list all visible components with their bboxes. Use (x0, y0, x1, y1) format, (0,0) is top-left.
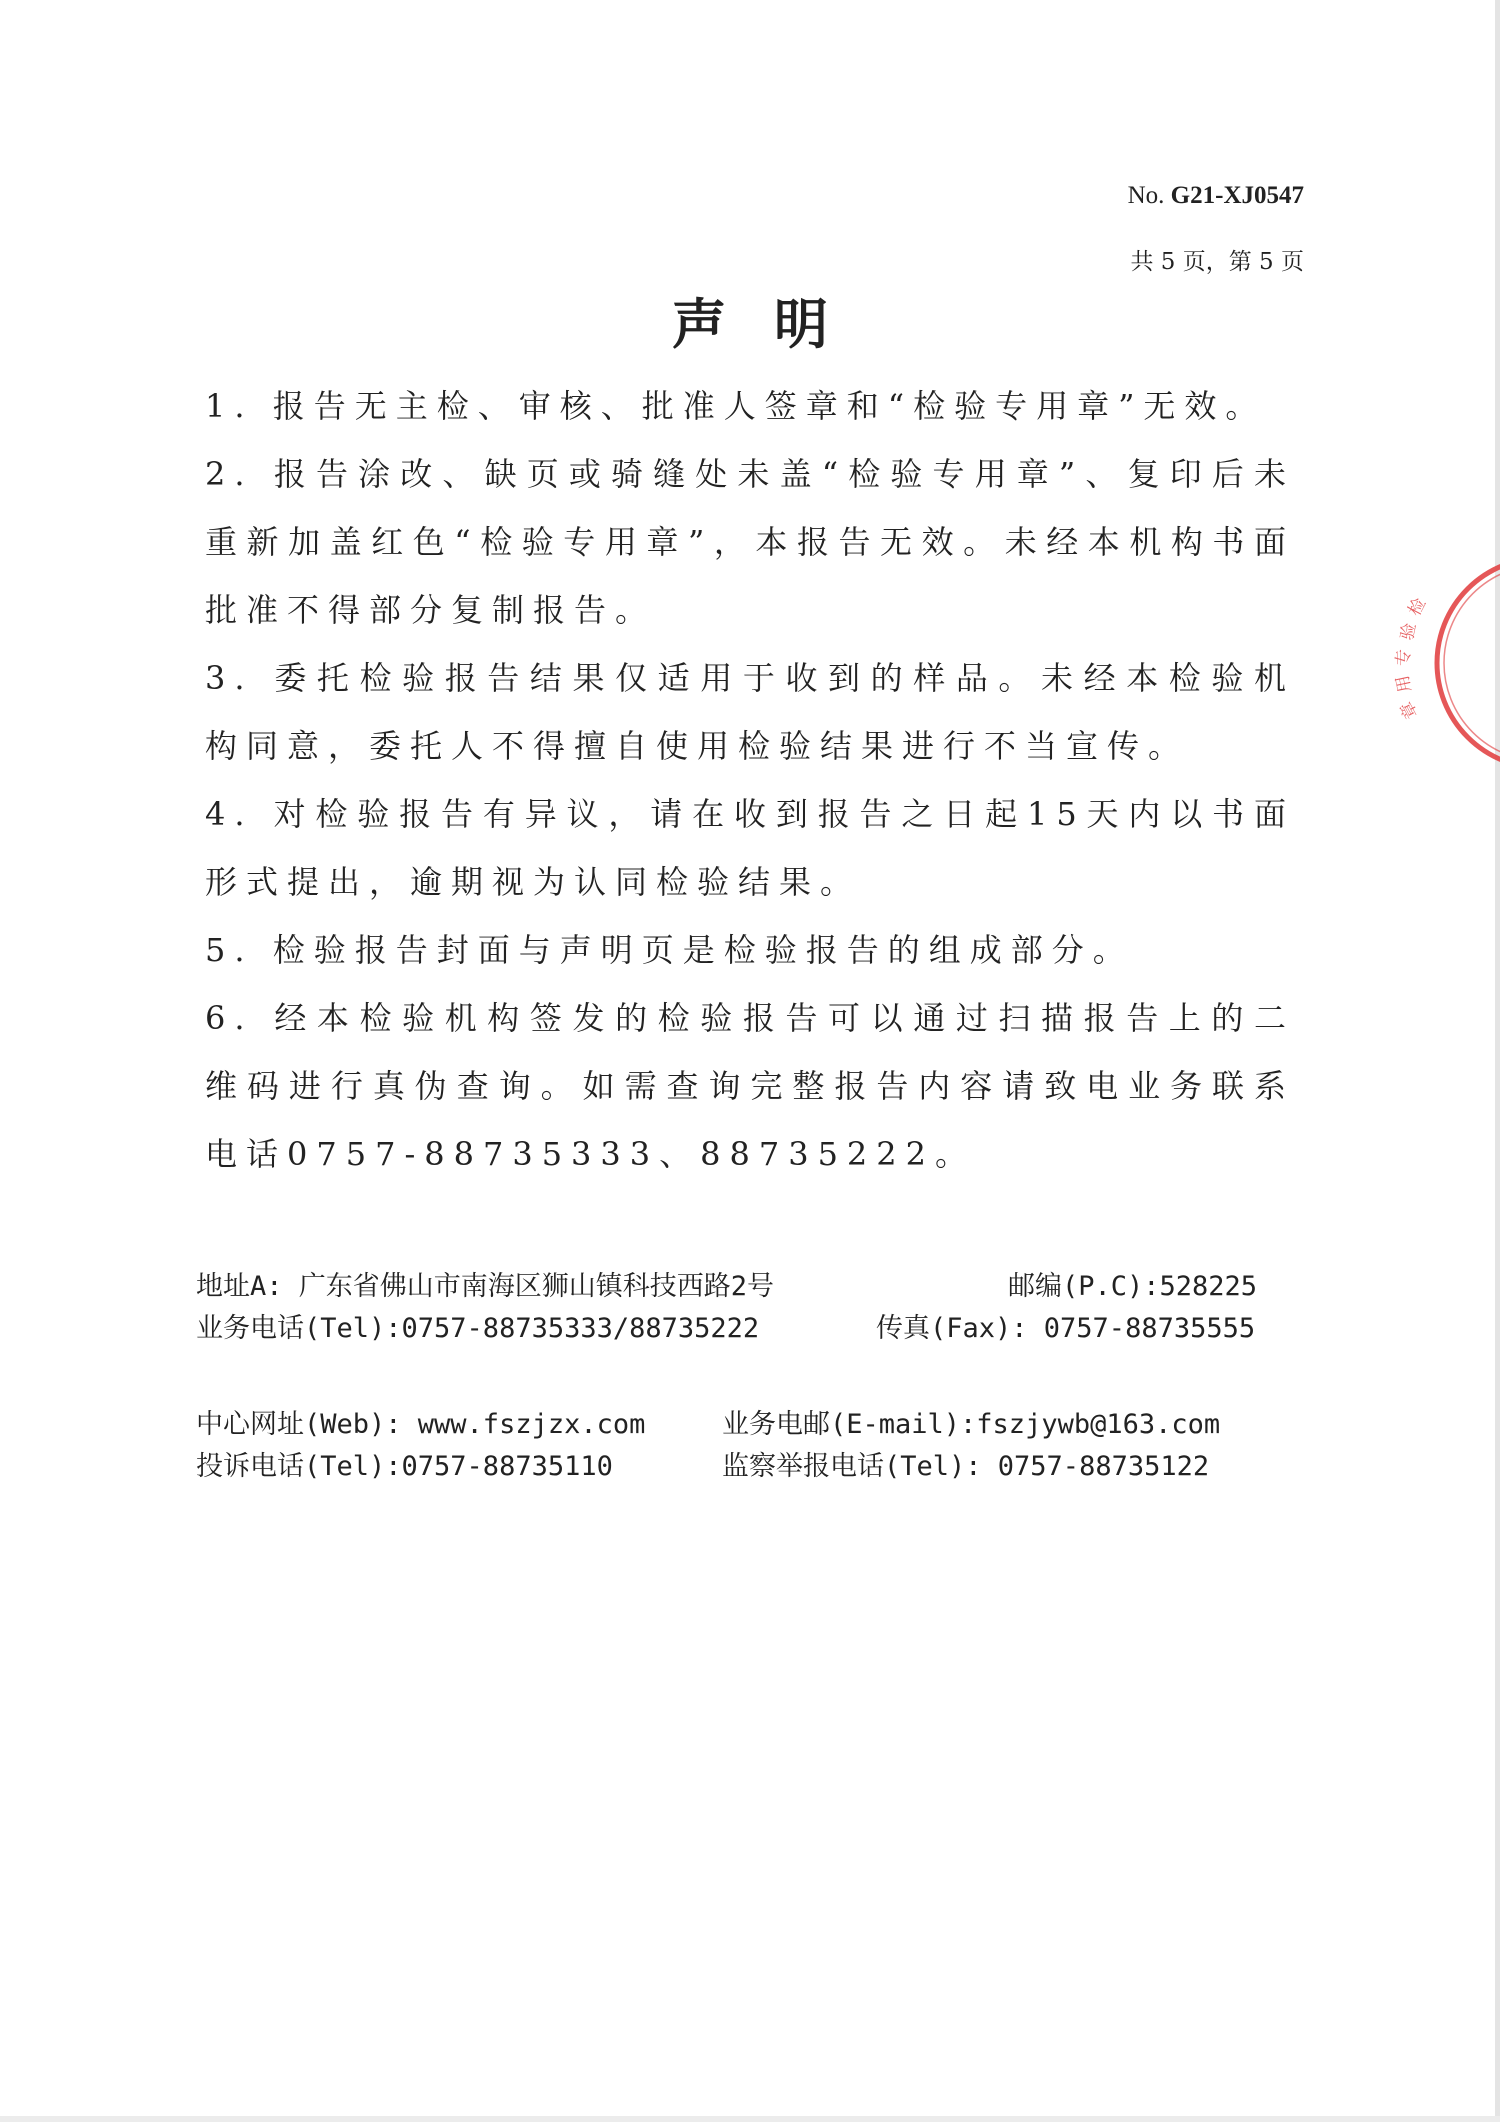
statement-item (205, 440, 1295, 644)
statement-item (205, 780, 1295, 916)
statement-text: 经本检验机构签发的检验报告可以通过扫描报告上的二维码进行真伪查询。如需查询完整报告内容请致电业务联系电话0757-88735333、88735222。 (205, 999, 1296, 1173)
contact-row (196, 1306, 1286, 1348)
supervision-tel-text: 监察举报电话(Tel): 0757-88735122 (722, 1451, 1210, 1482)
contact-row (196, 1264, 1286, 1306)
statement-number: 3. (205, 659, 254, 697)
page-bottom-edge (0, 2116, 1500, 2122)
statement-list (205, 372, 1295, 1188)
statement-item (205, 984, 1295, 1188)
postcode-text: 邮编(P.C):528225 (1008, 1271, 1258, 1302)
svg-text:检: 检 (1404, 594, 1431, 620)
svg-text:章: 章 (1396, 697, 1423, 723)
statement-item (205, 916, 1295, 984)
statement-text: 报告无主检、审核、批准人签章和“检验专用章”无效。 (272, 387, 1267, 425)
statement-text: 对检验报告有异议，请在收到报告之日起15天内以书面形式提出，逾期视为认同检验结果。 (205, 795, 1295, 901)
page-title: 声明 (672, 293, 876, 356)
page-count: 共 5 页，第 5 页 (1130, 249, 1304, 275)
inspection-seal-icon (1392, 553, 1500, 773)
statement-number: 5. (205, 931, 254, 969)
statement-number: 2. (205, 455, 254, 493)
website-text: 中心网址(Web): www.fszjzx.com (196, 1409, 646, 1440)
contact-row (196, 1444, 1286, 1486)
contact-block-primary (196, 1264, 1286, 1348)
report-number-value: G21-XJ0547 (1170, 182, 1304, 209)
fax-text: 传真(Fax): 0757-88735555 (876, 1313, 1256, 1344)
svg-text:专: 专 (1394, 649, 1414, 666)
business-tel-text: 业务电话(Tel):0757-88735333/88735222 (196, 1313, 760, 1344)
svg-text:用: 用 (1392, 673, 1416, 695)
statement-text: 委托检验报告结果仅适用于收到的样品。未经本检验机构同意，委托人不得擅自使用检验结果进行不当宣传。 (205, 659, 1296, 765)
statement-text: 检验报告封面与声明页是检验报告的组成部分。 (272, 931, 1134, 969)
statement-number: 6. (205, 999, 254, 1037)
statement-item (205, 644, 1295, 780)
statement-number: 1. (205, 387, 254, 425)
address-text: 地址A: 广东省佛山市南海区狮山镇科技西路2号 (196, 1271, 775, 1302)
contact-block-secondary (196, 1402, 1286, 1486)
svg-text:验: 验 (1397, 621, 1421, 643)
report-number (1128, 182, 1304, 210)
contact-row (196, 1402, 1286, 1444)
statement-number: 4. (205, 795, 254, 833)
statement-text: 报告涂改、缺页或骑缝处未盖“检验专用章”、复印后未重新加盖红色“检验专用章”，本报告无效。未经本机构书面批准不得部分复制报告。 (205, 455, 1295, 629)
report-number-prefix: No. (1127, 182, 1165, 209)
email-text: 业务电邮(E-mail):fszjywb@163.com (722, 1409, 1221, 1440)
statement-item (205, 372, 1295, 440)
complaint-tel-text: 投诉电话(Tel):0757-88735110 (196, 1451, 613, 1482)
